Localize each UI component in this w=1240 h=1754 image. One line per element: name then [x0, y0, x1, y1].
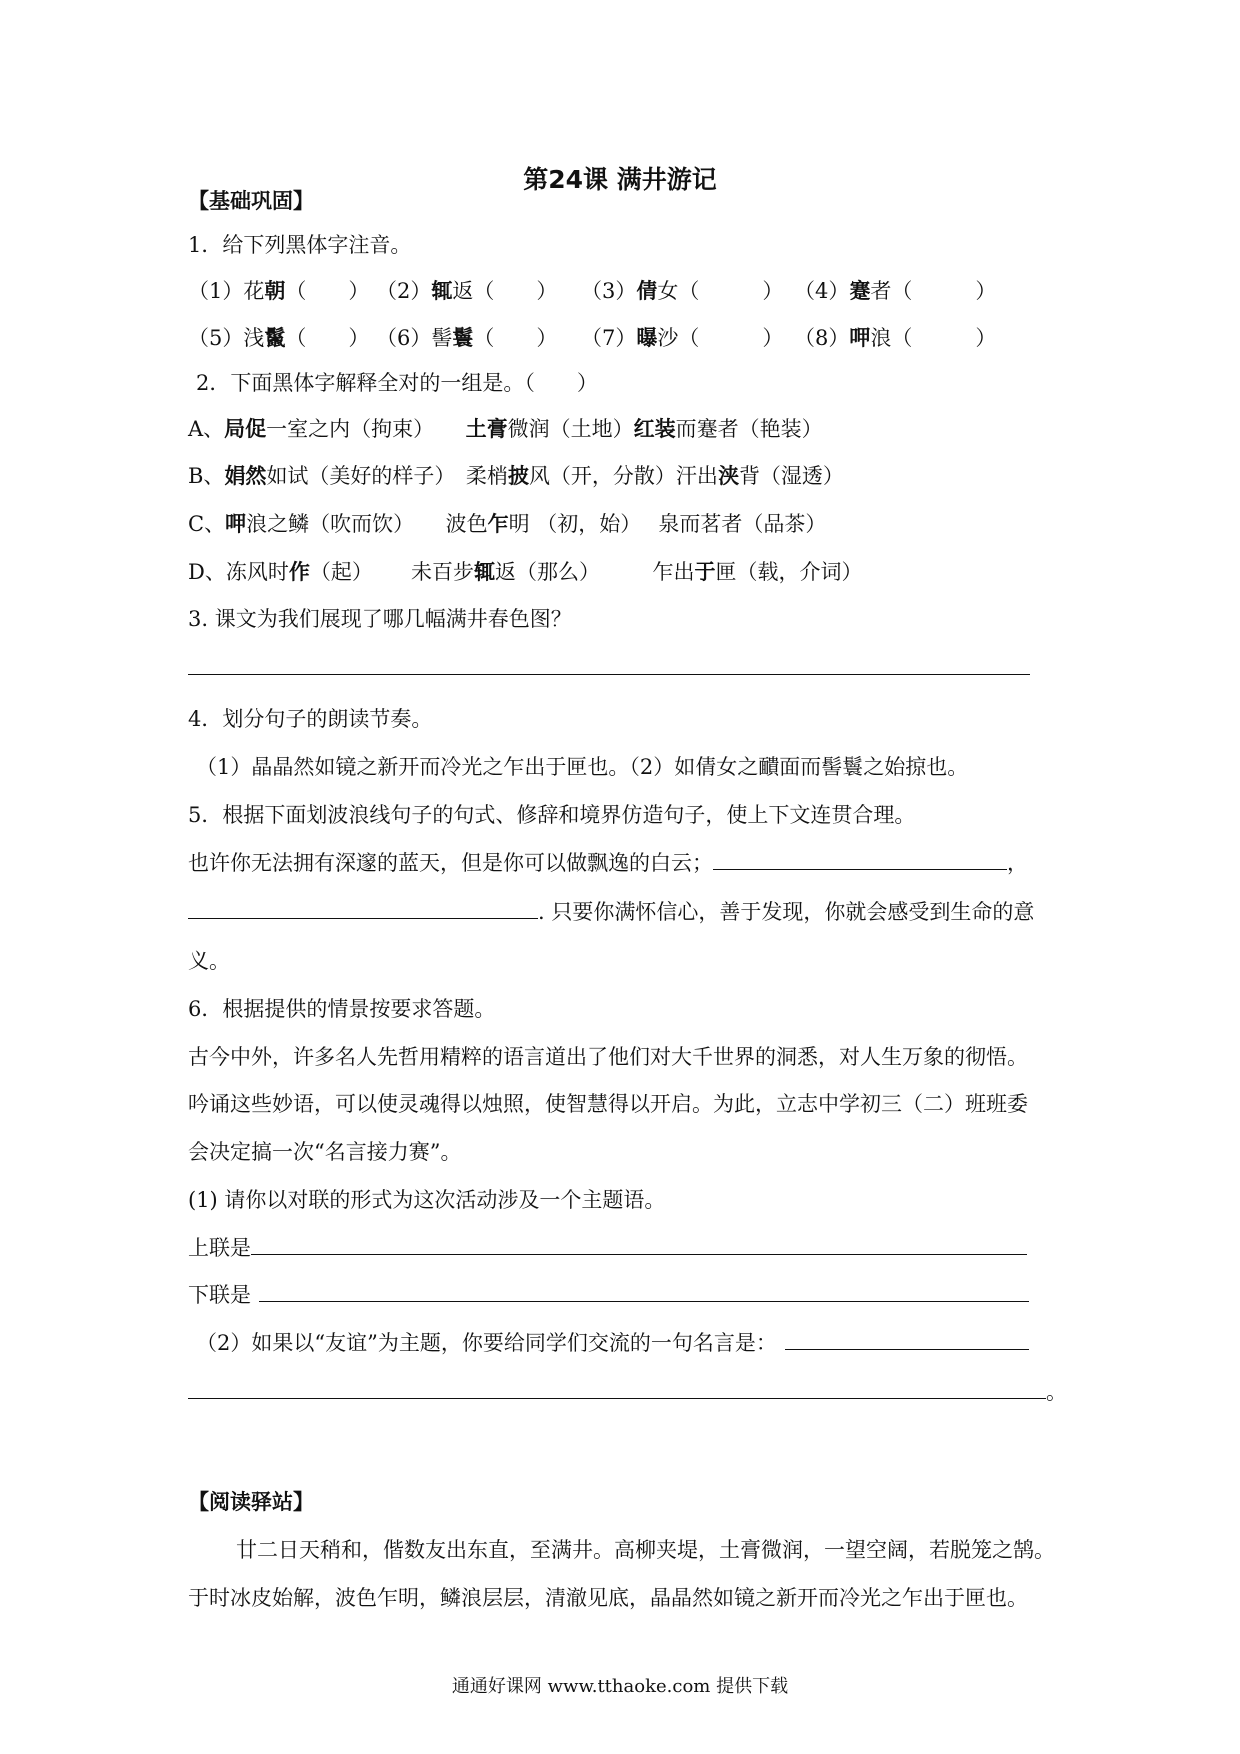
reading-passage-line-2: 于时冰皮始解，波色乍明，鳞浪层层，清澈见底，晶晶然如镜之新开而冷光之乍出于匣也。	[188, 1586, 1028, 1610]
pinyin-item-2: （2）辄返（ ）	[376, 278, 558, 303]
question-2-stem: 2．下面黑体字解释全对的一组是。（ ）	[196, 371, 598, 395]
question-2-option-b: B、娟然如试（美好的样子） 柔梢披风（开，分散）汗出浃背（湿透）	[188, 463, 844, 488]
question-4-stem: 4．划分句子的朗读节奏。	[188, 707, 433, 731]
pinyin-item-8: （8）呷浪（ ）	[794, 325, 997, 350]
page-footer: 通通好课网 www.tthaoke.com 提供下载	[451, 1676, 789, 1697]
answer-blank-q5-a[interactable]	[713, 849, 1007, 870]
question-6-sub-1: (1) 请你以对联的形式为这次活动涉及一个主题语。	[188, 1188, 666, 1212]
answer-blank-friendship-a[interactable]	[785, 1329, 1029, 1350]
pinyin-item-6: （6）髻鬟（ ）	[376, 325, 558, 350]
answer-blank-lower[interactable]	[259, 1281, 1029, 1302]
question-5-line-3: 义。	[188, 949, 230, 973]
question-2-option-c: C、呷浪之鳞（吹而饮） 波色乍明 （初，始） 泉而茗者（品茶）	[188, 511, 827, 536]
question-2-option-d: D、冻风时作（起） 未百步辄返（那么） 乍出于匣（载，介词）	[188, 559, 863, 584]
page-title: 第24课 满井游记	[523, 165, 717, 194]
answer-blank-q5-b[interactable]	[188, 898, 538, 919]
question-4-sentences: （1）晶晶然如镜之新开而冷光之乍出于匣也。（2）如倩女之靧面而髻鬟之始掠也。	[196, 755, 969, 779]
section-heading-reading: 【阅读驿站】	[188, 1490, 314, 1514]
pinyin-item-3: （3）倩女（ ）	[581, 278, 784, 303]
question-1-stem: 1．给下列黑体字注音。	[188, 233, 412, 257]
section-heading-basics: 【基础巩固】	[188, 189, 314, 213]
answer-blank-friendship-b[interactable]	[188, 1378, 1046, 1399]
question-2-option-a: A、局促一室之内（拘束） 土膏微润（土地）红装而蹇者（艳装）	[188, 416, 823, 441]
question-6-paragraph-1: 古今中外，许多名人先哲用精粹的语言道出了他们对大千世界的洞悉，对人生万象的彻悟。	[188, 1045, 1028, 1069]
answer-line-q3[interactable]	[188, 674, 1030, 675]
question-5-line-1: 也许你无法拥有深邃的蓝天，但是你可以做飘逸的白云； ，	[188, 851, 1028, 875]
question-6-sub-2: （2）如果以“友谊”为主题，你要给同学们交流的一句名言是：	[196, 1328, 1029, 1358]
couplet-lower-line: 下联是	[188, 1280, 1029, 1310]
question-6-stem: 6．根据提供的情景按要求答题。	[188, 997, 496, 1021]
question-6-paragraph-2: 吟诵这些妙语，可以使灵魂得以烛照，使智慧得以开启。为此，立志中学初三（二）班班委	[188, 1092, 1028, 1116]
pinyin-item-1: （1）花朝（ ）	[188, 278, 370, 303]
question-5-line-2: . 只要你满怀信心，善于发现，你就会感受到生命的意	[188, 897, 1034, 927]
reading-passage-line-1: 廿二日天稍和，偕数友出东直，至满井。高柳夹堤，土膏微润，一望空阔，若脱笼之鹄。	[236, 1538, 1055, 1562]
pinyin-item-4: （4）蹇者（ ）	[794, 278, 997, 303]
pinyin-item-5: （5）浅鬣（ ）	[188, 325, 370, 350]
pinyin-item-7: （7）曝沙（ ）	[581, 325, 784, 350]
answer-blank-upper[interactable]	[251, 1234, 1027, 1255]
question-5-stem: 5．根据下面划波浪线句子的句式、修辞和境界仿造句子，使上下文连贯合理。	[188, 803, 916, 827]
couplet-upper-line: 上联是	[188, 1233, 1027, 1263]
question-6-paragraph-3: 会决定搞一次“名言接力赛”。	[188, 1140, 462, 1164]
question-3-stem: 3. 课文为我们展现了哪几幅满井春色图？	[188, 607, 572, 631]
question-6-sub-2-continued: 。	[188, 1377, 1067, 1407]
